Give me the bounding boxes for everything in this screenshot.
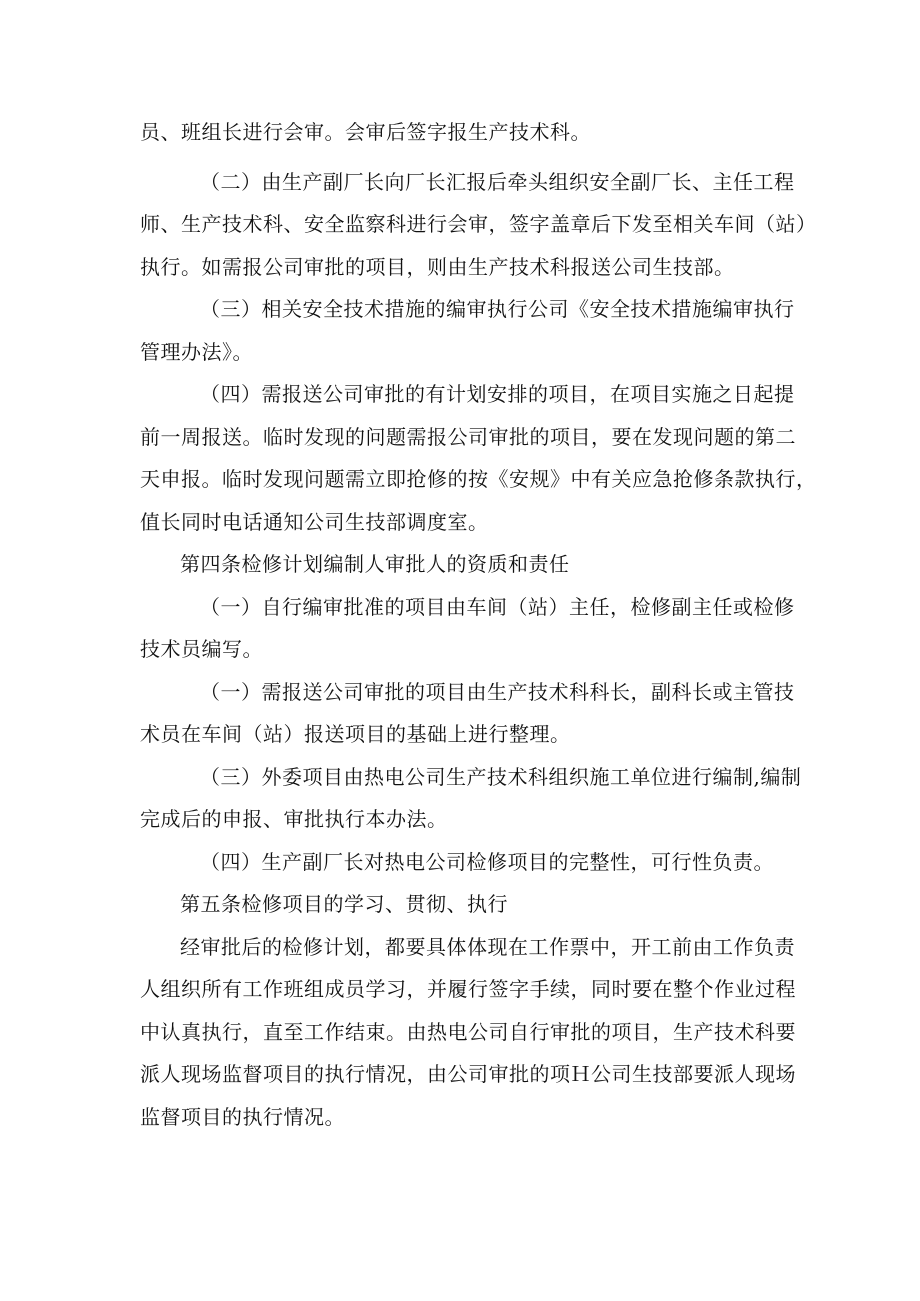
text-line: 执行。如需报公司审批的项目，则由生产技术科报送公司生技部。	[140, 255, 735, 279]
text-line: （三）相关安全技术措施的编审执行公司《安全技术措施编审执行	[200, 297, 795, 321]
text-line: 天申报。临时发现问题需立即抢修的按《安规》中有关应急抢修条款执行，	[140, 467, 817, 491]
text-line: （一）需报送公司审批的项目由生产技术科科长，副科长或主管技	[200, 680, 795, 704]
text-line: 员、班组长进行会审。会审后签字报生产技术科。	[140, 120, 591, 144]
text-line: 前一周报送。临时发现的问题需报公司审批的项目，要在发现问题的第二	[140, 425, 796, 449]
text-line: 管理办法》。	[140, 340, 253, 364]
text-line: （一）自行编审批准的项目由车间（站）主任，检修副主任或检修	[200, 595, 795, 619]
text-line: （四）需报送公司审批的有计划安排的项目，在项目实施之日起提	[200, 382, 795, 406]
text-line: 术员在车间（站）报送项目的基础上进行整理。	[140, 722, 571, 746]
text-line: 完成后的申报、审批执行本办法。	[140, 807, 448, 831]
text-line: 经审批后的检修计划，都要具体体现在工作票中，开工前由工作负责	[180, 935, 795, 959]
text-line: 技术员编写。	[140, 637, 263, 661]
text-line: 人组织所有工作班组成员学习，并履行签字手续，同时要在整个作业过程	[140, 977, 796, 1001]
text-line: 中认真执行，直至工作结束。由热电公司自行审批的项目，生产技术科要	[140, 1020, 796, 1044]
text-line: 监督项目的执行情况。	[140, 1105, 345, 1129]
text-line: 派人现场监督项目的执行情况，由公司审批的项Ｈ公司生技部要派人现场	[140, 1062, 796, 1086]
section-heading: 第四条检修计划编制人审批人的资质和责任	[180, 552, 570, 576]
text-line: （四）生产副厂长对热电公司检修项目的完整性，可行性负责。	[200, 850, 774, 874]
section-heading: 第五条检修项目的学习、贯彻、执行	[180, 892, 508, 916]
text-line: （二）由生产副厂长向厂长汇报后牵头组织安全副厂长、主任工程	[200, 170, 795, 194]
text-line: （三）外委项目由热电公司生产技术科组织施工单位进行编制,编制	[200, 765, 802, 789]
text-line: 师、生产技术科、安全监察科进行会审，签字盖章后下发至相关车间（站）	[140, 212, 817, 236]
text-line: 值长同时电话通知公司生技部调度室。	[140, 510, 489, 534]
